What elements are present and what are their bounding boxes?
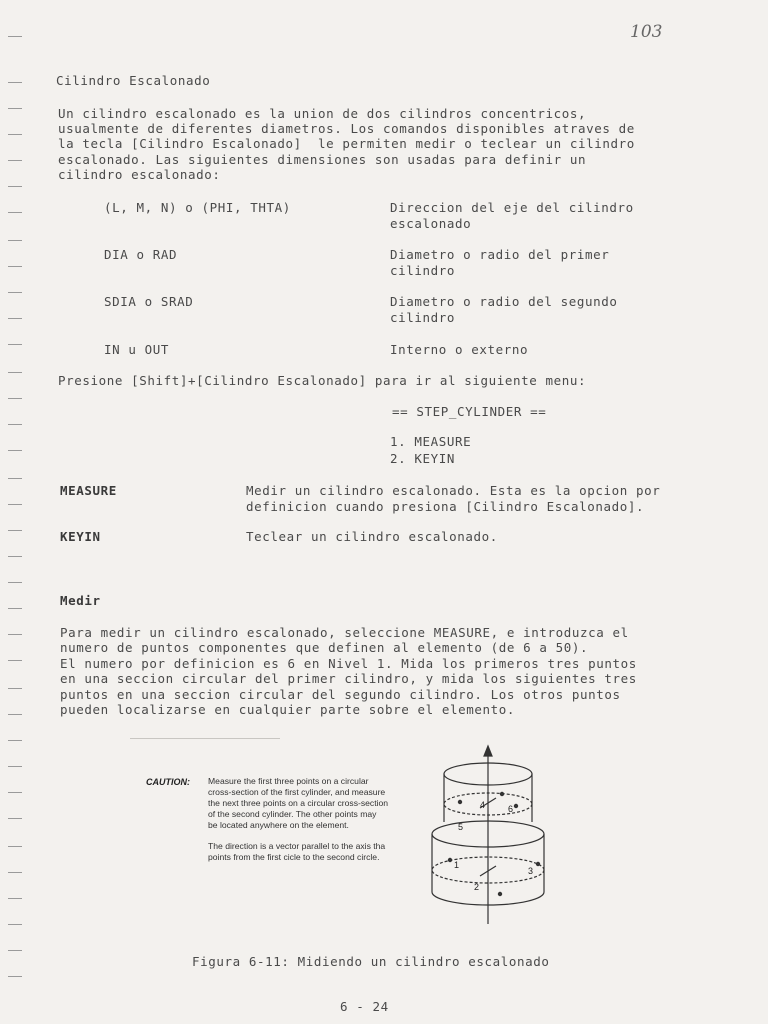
figure-caption: Figura 6-11: Midiendo un cilindro escalonado	[192, 954, 550, 969]
intro-line: escalonado. Las siguientes dimensiones son usadas para definir un	[58, 151, 587, 167]
intro-paragraph	[58, 106, 635, 182]
point-label: 5	[458, 822, 464, 832]
handwritten-page-mark: 103	[630, 22, 663, 42]
menu-item-measure: 1. MEASURE	[390, 434, 472, 449]
intro-line: Un cilindro escalonado es la union de dos cilindros concentricos,	[58, 106, 587, 121]
dimension-term: SDIA o SRAD	[104, 294, 194, 309]
press-instruction: Presione [Shift]+[Cilindro Escalonado] para ir al siguiente menu:	[58, 373, 587, 388]
caution-label: CAUTION:	[146, 777, 190, 787]
dimension-term: (L, M, N) o (PHI, THTA)	[104, 200, 291, 215]
caution-line: the next three points on a circular cross-section	[208, 798, 389, 808]
axis-arrow-head	[484, 746, 492, 756]
intro-line: cilindro escalonado:	[58, 166, 221, 182]
option-key-keyin: KEYIN	[60, 529, 101, 544]
caution-line: Measure the first three points on a circular	[208, 776, 369, 786]
medir-line: numero de puntos componentes que definen al elemento (de 6 a 50).	[60, 640, 589, 656]
caution-line: cross-section of the first cylinder, and measure	[208, 787, 386, 797]
dimension-desc: cilindro	[390, 263, 456, 278]
dimension-desc: Diametro o radio del primer	[390, 247, 610, 262]
point-marker	[514, 804, 518, 808]
point-marker	[536, 862, 540, 866]
option-desc: definicion cuando presiona [Cilindro Escalonado].	[246, 499, 645, 514]
caution-line: of the second cylinder. The other points may	[208, 809, 377, 819]
point-label: 4	[480, 800, 486, 810]
medir-paragraph	[60, 625, 637, 717]
point-marker	[458, 800, 462, 804]
medir-line: Para medir un cilindro escalonado, seleccione MEASURE, e introduzca el	[60, 625, 629, 640]
caution-note-line: The direction is a vector parallel to the axis tha	[208, 841, 386, 851]
point-label: 3	[528, 866, 534, 876]
section-title: Cilindro Escalonado	[56, 73, 211, 88]
dimension-desc: Diametro o radio del segundo	[390, 294, 618, 309]
option-desc: Teclear un cilindro escalonado.	[246, 529, 498, 544]
option-desc: Medir un cilindro escalonado. Esta es la opcion por	[246, 483, 661, 498]
point-marker	[448, 858, 452, 862]
point-marker	[500, 792, 504, 796]
dimension-term: DIA o RAD	[104, 247, 178, 262]
option-key-measure: MEASURE	[60, 483, 117, 498]
dimension-desc: escalonado	[390, 216, 472, 231]
medir-line: El numero por definicion es 6 en Nivel 1. Mida los primeros tres puntos	[60, 655, 637, 671]
scan-artifact-line	[130, 738, 280, 739]
medir-line: puntos en una seccion circular del segundo cilindro. Los otros puntos	[60, 686, 621, 702]
stepped-cylinder-figure	[420, 742, 560, 932]
dimension-desc: cilindro	[390, 310, 456, 325]
point-label: 6	[508, 804, 514, 814]
dimension-desc: Direccion del eje del cilindro	[390, 200, 634, 215]
subheading-medir: Medir	[60, 593, 101, 608]
point-label: 2	[474, 882, 480, 892]
menu-header: == STEP_CYLINDER ==	[392, 404, 547, 419]
dimension-term: IN u OUT	[104, 342, 170, 357]
medir-line: pueden localizarse en cualquier parte sobre el elemento.	[60, 702, 516, 718]
caution-note-line: points from the first cicle to the second circle.	[208, 852, 380, 862]
caution-line: be located anywhere on the element.	[208, 820, 349, 830]
intro-line: usualmente de diferentes diametros. Los comandos disponibles atraves de	[58, 121, 635, 137]
point-label: 1	[454, 860, 460, 870]
point-marker	[498, 892, 502, 896]
intro-line: la tecla [Cilindro Escalonado] le permiten medir o teclear un cilindro	[58, 136, 635, 152]
dimension-desc: Interno o externo	[390, 342, 529, 357]
caution-text	[208, 776, 428, 863]
medir-line: en una seccion circular del primer cilindro, y mida los siguientes tres	[60, 671, 637, 687]
menu-item-keyin: 2. KEYIN	[390, 451, 456, 466]
page-number: 6 - 24	[340, 999, 389, 1014]
